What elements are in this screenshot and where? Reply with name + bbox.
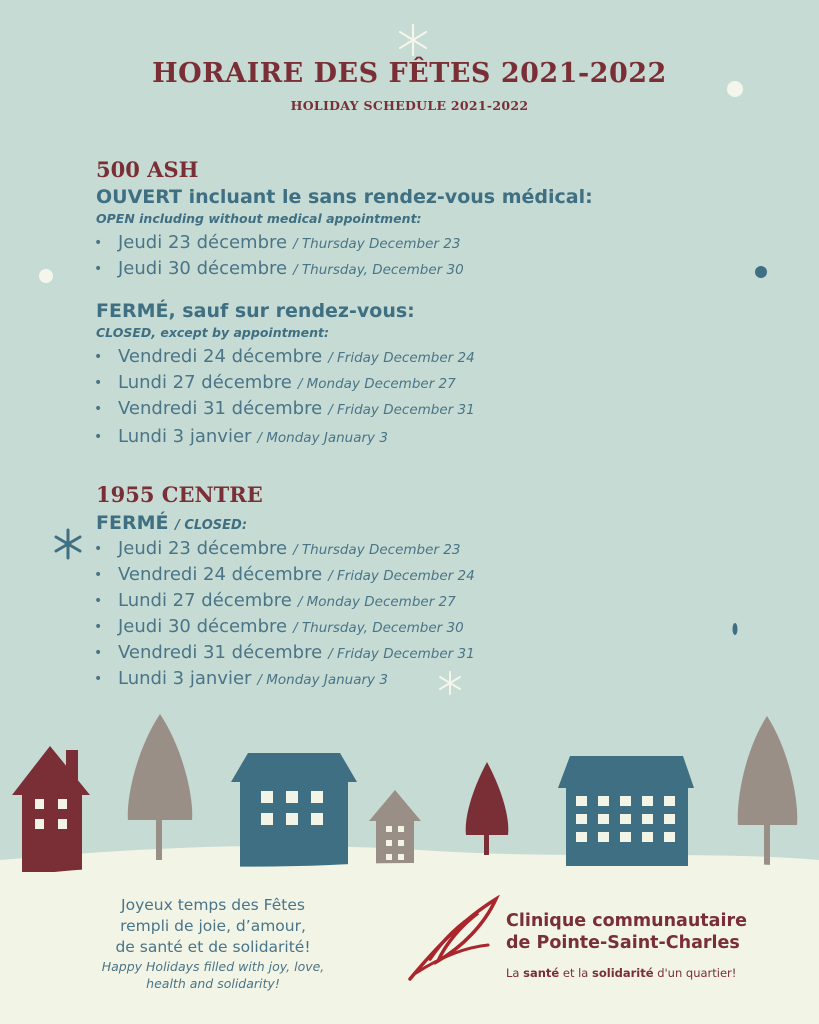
clinic-brand — [506, 910, 747, 980]
bullet: • — [94, 429, 103, 445]
day-fr: Jeudi 23 décembre — [118, 232, 288, 253]
day-fr: Jeudi 23 décembre — [118, 538, 288, 559]
list-item — [94, 538, 460, 559]
section-title-centre: 1955 CENTRE — [96, 482, 263, 507]
bullet: • — [94, 375, 103, 391]
list-item — [94, 616, 464, 637]
brand-name-line1: Clinique communautaire — [506, 911, 747, 931]
house-teal — [231, 753, 357, 872]
building-teal — [558, 756, 694, 866]
day-fr: Vendredi 24 décembre — [118, 346, 323, 367]
day-fr: Lundi 27 décembre — [118, 590, 292, 611]
day-fr: Lundi 27 décembre — [118, 372, 292, 393]
list-item — [94, 258, 464, 279]
list-item — [94, 346, 475, 367]
ash-closed-heading: FERMÉ, sauf sur rendez-vous: — [96, 300, 415, 322]
day-fr: Lundi 3 janvier — [118, 668, 252, 689]
snow-dot-icon — [733, 623, 738, 635]
list-item — [94, 590, 456, 611]
list-item — [94, 372, 456, 393]
centre-closed-en: / CLOSED: — [175, 518, 248, 533]
snow-dot-icon — [755, 266, 767, 278]
day-en: / Monday December 27 — [297, 594, 456, 610]
snow-dot-icon — [39, 269, 53, 283]
day-fr: Vendredi 31 décembre — [118, 398, 323, 419]
bullet: • — [94, 567, 103, 583]
brand-tagline — [506, 966, 747, 980]
day-en: / Friday December 24 — [328, 350, 475, 366]
bullet: • — [94, 645, 103, 661]
ash-open-subheading: OPEN including without medical appointment: — [96, 211, 422, 226]
day-en: / Thursday December 23 — [293, 236, 461, 252]
day-en: / Monday January 3 — [257, 430, 388, 446]
centre-closed-fr: FERMÉ — [96, 512, 169, 534]
tagline-bold: solidarité — [592, 966, 654, 980]
tagline-part: et la — [559, 966, 593, 980]
list-item — [94, 426, 388, 447]
tree-burgundy — [466, 762, 509, 855]
greeting-fr-line1: Joyeux temps des Fêtes — [121, 896, 305, 914]
list-item — [94, 232, 460, 253]
greeting-en-line1: Happy Holidays filled with joy, love, — [101, 959, 325, 974]
list-item — [94, 398, 475, 419]
bullet: • — [94, 401, 103, 417]
list-item — [94, 642, 475, 663]
tree-taupe-right — [738, 716, 798, 866]
list-item — [94, 668, 388, 689]
page-title: HORAIRE DES FÊTES 2021-2022 — [152, 58, 667, 89]
snowflake-icon — [440, 672, 460, 694]
day-en: / Thursday December 23 — [293, 542, 461, 558]
greeting-en-line2: health and solidarity! — [146, 976, 280, 991]
day-fr: Jeudi 30 décembre — [118, 258, 288, 279]
bullet: • — [94, 619, 103, 635]
day-en: / Monday December 27 — [297, 376, 456, 392]
greeting-fr-line2: rempli de joie, d’amour, — [120, 917, 306, 935]
bullet: • — [94, 541, 103, 557]
bullet: • — [94, 261, 103, 277]
tagline-part: d'un quartier! — [653, 966, 737, 980]
day-en: / Thursday, December 30 — [293, 620, 464, 636]
day-en: / Monday January 3 — [257, 672, 388, 688]
day-fr: Jeudi 30 décembre — [118, 616, 288, 637]
holiday-greeting — [48, 895, 378, 992]
day-en: / Friday December 31 — [328, 402, 475, 418]
bullet: • — [94, 235, 103, 251]
bullet: • — [94, 593, 103, 609]
tagline-part: La — [506, 966, 524, 980]
house-burgundy — [12, 746, 90, 872]
tree-taupe — [128, 714, 192, 860]
snowflake-icon — [56, 530, 80, 558]
day-fr: Lundi 3 janvier — [118, 426, 252, 447]
snowflake-icon — [400, 25, 426, 55]
day-en: / Friday December 31 — [328, 646, 475, 662]
leaf-logo-icon — [404, 895, 504, 985]
centre-closed-heading — [96, 512, 247, 534]
day-fr: Vendredi 31 décembre — [118, 642, 323, 663]
bullet: • — [94, 671, 103, 687]
section-title-ash: 500 ASH — [96, 157, 199, 182]
bullet: • — [94, 349, 103, 365]
ash-closed-subheading: CLOSED, except by appointment: — [96, 325, 329, 340]
greeting-fr-line3: de santé et de solidarité! — [115, 938, 311, 956]
tagline-bold: santé — [523, 966, 560, 980]
ash-open-heading: OUVERT incluant le sans rendez-vous médical: — [96, 186, 593, 208]
day-en: / Friday December 24 — [328, 568, 475, 584]
page-subtitle: HOLIDAY SCHEDULE 2021-2022 — [290, 98, 529, 113]
day-en: / Thursday, December 30 — [293, 262, 464, 278]
day-fr: Vendredi 24 décembre — [118, 564, 323, 585]
list-item — [94, 564, 475, 585]
brand-name-line2: de Pointe-Saint-Charles — [506, 933, 740, 953]
